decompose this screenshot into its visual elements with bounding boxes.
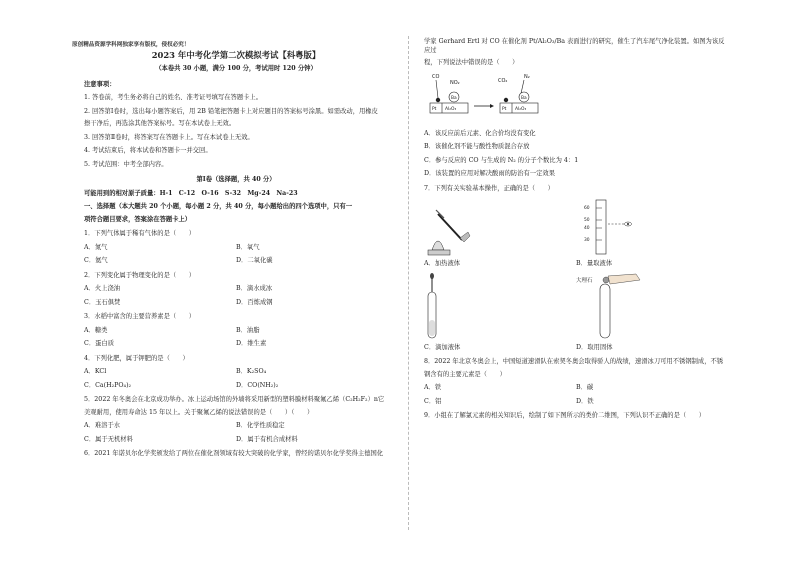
exam-subtitle: （本卷共 30 小题，满分 100 分，考试用时 120 分钟） bbox=[155, 65, 317, 73]
q6-option-a: A．该反应前后元素、化合价均没有变化 bbox=[424, 129, 536, 137]
q5-options-row2 bbox=[84, 436, 388, 445]
q4-option-d: D．CO(NH₂)₂ bbox=[236, 381, 279, 389]
question-6-cont2: 程，下列说法中错误的是（ ） bbox=[424, 59, 519, 66]
question-7: 7．下列有关实验基本操作，正确的是（ ） bbox=[424, 184, 554, 192]
note-2-cont: 擦干净后，再选涂其他答案标号。写在本试卷上无效。 bbox=[84, 120, 236, 128]
heating-liquid-icon bbox=[424, 196, 484, 258]
hand-icon bbox=[608, 274, 640, 284]
section-heading: 一、选择题（本大题共 20 个小题，每小题 2 分，共 40 分，每小题给出的四个选项中，只有一 bbox=[84, 203, 353, 211]
q3-options-row1 bbox=[84, 327, 388, 336]
part1-title: 第Ⅰ卷（选择题，共 40 分） bbox=[196, 176, 276, 184]
q2-option-d: D．百炼成钢 bbox=[236, 298, 273, 306]
scale-60: 60 bbox=[584, 206, 590, 211]
q3-option-b: B．油脂 bbox=[236, 326, 260, 334]
q2-option-c: C．玉石俱焚 bbox=[84, 298, 121, 306]
note-1: 1. 答卷前，考生务必将自己的姓名、准考证号填写在答题卡上。 bbox=[84, 94, 263, 102]
question-8: 8．2022 年北京冬奥会上，中国短道速滑队在索契冬奥会取得骄人的战绩，速滑冰刀可用不锈钢制成，不锈 bbox=[424, 358, 724, 365]
q5-option-d: D．属于有机合成材料 bbox=[236, 435, 298, 443]
scale-50: 50 bbox=[584, 218, 590, 223]
question-2: 2．下列变化属于物理变化的是（ ） bbox=[84, 271, 196, 279]
right-column bbox=[424, 38, 728, 421]
taking-solid-figure bbox=[576, 272, 728, 342]
marble-test-tube-icon bbox=[576, 272, 656, 342]
q8-options-row1 bbox=[424, 384, 728, 393]
graduated-cylinder-icon bbox=[576, 196, 636, 258]
q4-options-row1 bbox=[84, 368, 388, 377]
q3-options-row2 bbox=[84, 340, 388, 349]
q7-caption-row1 bbox=[424, 260, 728, 269]
al-label-left: Al₂O₃ bbox=[445, 106, 457, 112]
q5-option-c: C．属于无机材料 bbox=[84, 435, 133, 443]
question-6: 6．2021 年诺贝尔化学奖颁发给了两位在催化剂领域有较大突破的化学家，曾经的诺贝尔化学奖得主德国化 bbox=[84, 450, 384, 458]
q4-option-a: A．KCl bbox=[84, 368, 107, 376]
question-8-cont: 钢含有的主要元素是（ ） bbox=[424, 370, 506, 378]
q2-option-a: A．火上浇油 bbox=[84, 285, 121, 293]
co2-label: CO₂ bbox=[498, 77, 508, 84]
scale-40: 40 bbox=[584, 226, 590, 231]
heating-liquid-figure bbox=[424, 196, 576, 258]
q7-figures-row2 bbox=[424, 272, 728, 342]
header-label: 原创精品资源学科网独家享有版权，侵权必究！ bbox=[72, 42, 190, 48]
q7-figures-row1 bbox=[424, 196, 728, 258]
co-arrow bbox=[436, 80, 438, 98]
question-3: 3．水稻中富含的主要营养素是（ ） bbox=[84, 313, 196, 321]
note-5: 5. 考试范围：中考全部内容。 bbox=[84, 160, 168, 168]
note-3: 3. 回答第Ⅱ卷时，将答案写在答题卡上。写在本试卷上无效。 bbox=[84, 133, 254, 141]
q3-option-d: D．维生素 bbox=[236, 340, 267, 348]
column-divider bbox=[408, 36, 409, 530]
q1-options-row2 bbox=[84, 257, 388, 266]
co-molecule bbox=[436, 97, 440, 101]
q2-options-row1 bbox=[84, 285, 388, 294]
ba-label-right: Ba bbox=[521, 95, 527, 101]
q5-options-row1 bbox=[84, 422, 388, 431]
q4-option-b: B．K₂SO₄ bbox=[236, 368, 267, 376]
q2-option-b: B．滴水成冰 bbox=[236, 285, 273, 293]
question-5-cont: 美观耐用，使用寿命达 15 年以上。关于聚氟乙烯的说法错误的是（ ）（ ） bbox=[84, 408, 314, 416]
q5-option-a: A．难溶于水 bbox=[84, 422, 121, 430]
q8-options-row2 bbox=[424, 398, 728, 407]
q1-options-row1 bbox=[84, 244, 388, 253]
dropping-liquid-figure bbox=[424, 272, 576, 342]
dropper-test-tube-icon bbox=[424, 272, 484, 342]
question-6-cont: 学家 Gerhard Ertl 对 CO 在催化剂 Pt/Al₂O₃/Ba 表面进行的研究，催生了汽车尾气净化装置。如图为该反应过 bbox=[424, 38, 725, 54]
left-column bbox=[84, 38, 388, 459]
section-heading-cont: 项符合题目要求，答案涂在答题卡上） bbox=[84, 215, 192, 223]
marble-label: 大理石 bbox=[576, 277, 593, 284]
no2-label-left: NO₂ bbox=[450, 79, 460, 86]
q7-option-a: A．加热液体 bbox=[424, 260, 461, 267]
note-2: 2. 回答第Ⅰ卷时，选出每小题答案后，用 2B 铅笔把答题卡上对应题目的答案标号涂黑。如需改动，用橡皮 bbox=[84, 107, 378, 115]
q6-option-b: B．该催化剂不能与酸性物质混合存放 bbox=[424, 143, 530, 150]
question-4: 4．下列化肥，属于钾肥的是（ ） bbox=[84, 354, 189, 362]
q1-option-c: C．氦气 bbox=[84, 257, 108, 265]
q7-caption-row2 bbox=[424, 344, 728, 353]
q7-option-b: B．量取液体 bbox=[576, 260, 613, 267]
q5-option-b: B．化学性质稳定 bbox=[236, 422, 285, 430]
question-5: 5．2022 年冬奥会在北京成功举办。冰上运动场馆的外墙将采用新型的塑料膜材料聚氟乙烯（C₂H₂F₂）n它 bbox=[84, 396, 385, 404]
q2-options-row2 bbox=[84, 299, 388, 308]
scale-30: 30 bbox=[584, 238, 590, 243]
q3-option-a: A．糖类 bbox=[84, 326, 108, 334]
pt-label-left: Pt bbox=[432, 106, 437, 112]
exam-title: 2023 年中考化学第二次模拟考试【科粤版】 bbox=[151, 50, 321, 60]
q1-option-a: A．氮气 bbox=[84, 243, 108, 251]
note-4: 4. 考试结束后，将本试卷和答题卡一并交回。 bbox=[84, 147, 212, 155]
question-1: 1．下列气体属于稀有气体的是（ ） bbox=[84, 230, 196, 238]
atomic-masses: 可能用到的相对原子质量：H-1 C-12 O-16 S-32 Mg-24 Na-23 bbox=[84, 189, 298, 197]
catalyst-reaction-diagram bbox=[424, 70, 544, 126]
ba-label-left: Ba bbox=[451, 95, 457, 101]
al-label-right: Al₂O₃ bbox=[515, 106, 527, 112]
notes-title: 注意事项： bbox=[84, 80, 116, 88]
q6-option-d: D．该装置的应用对解决酸雨的防治有一定效果 bbox=[424, 170, 555, 177]
q1-option-b: B．氧气 bbox=[236, 243, 260, 251]
question-9: 9．小组在了解氯元素的相关知识后，绘制了如下图所示的类价二维图，下列认识不正确的是（ ） bbox=[424, 412, 706, 419]
q1-option-d: D．二氧化碳 bbox=[236, 257, 273, 265]
q8-option-a: A．铁 bbox=[424, 384, 442, 391]
q3-option-c: C．蛋白质 bbox=[84, 340, 115, 348]
q4-option-c: C．Ca(H₂PO₄)₂ bbox=[84, 381, 132, 389]
q8-option-b: B．碳 bbox=[576, 384, 594, 391]
n2-label: N₂ bbox=[524, 73, 530, 80]
q7-option-d: D．取用固体 bbox=[576, 343, 613, 351]
measuring-liquid-figure bbox=[576, 196, 728, 258]
q6-option-c: C．参与反应的 CO 与生成的 N₂ 的分子个数比为 4：1 bbox=[424, 156, 579, 164]
q8-option-d: D．铁 bbox=[576, 397, 594, 405]
q8-option-c: C．铝 bbox=[424, 397, 442, 405]
co-label: CO bbox=[432, 73, 440, 80]
pt-label-right: Pt bbox=[502, 106, 507, 112]
q7-option-c: C．滴加液体 bbox=[424, 343, 461, 351]
q4-options-row2 bbox=[84, 382, 388, 391]
